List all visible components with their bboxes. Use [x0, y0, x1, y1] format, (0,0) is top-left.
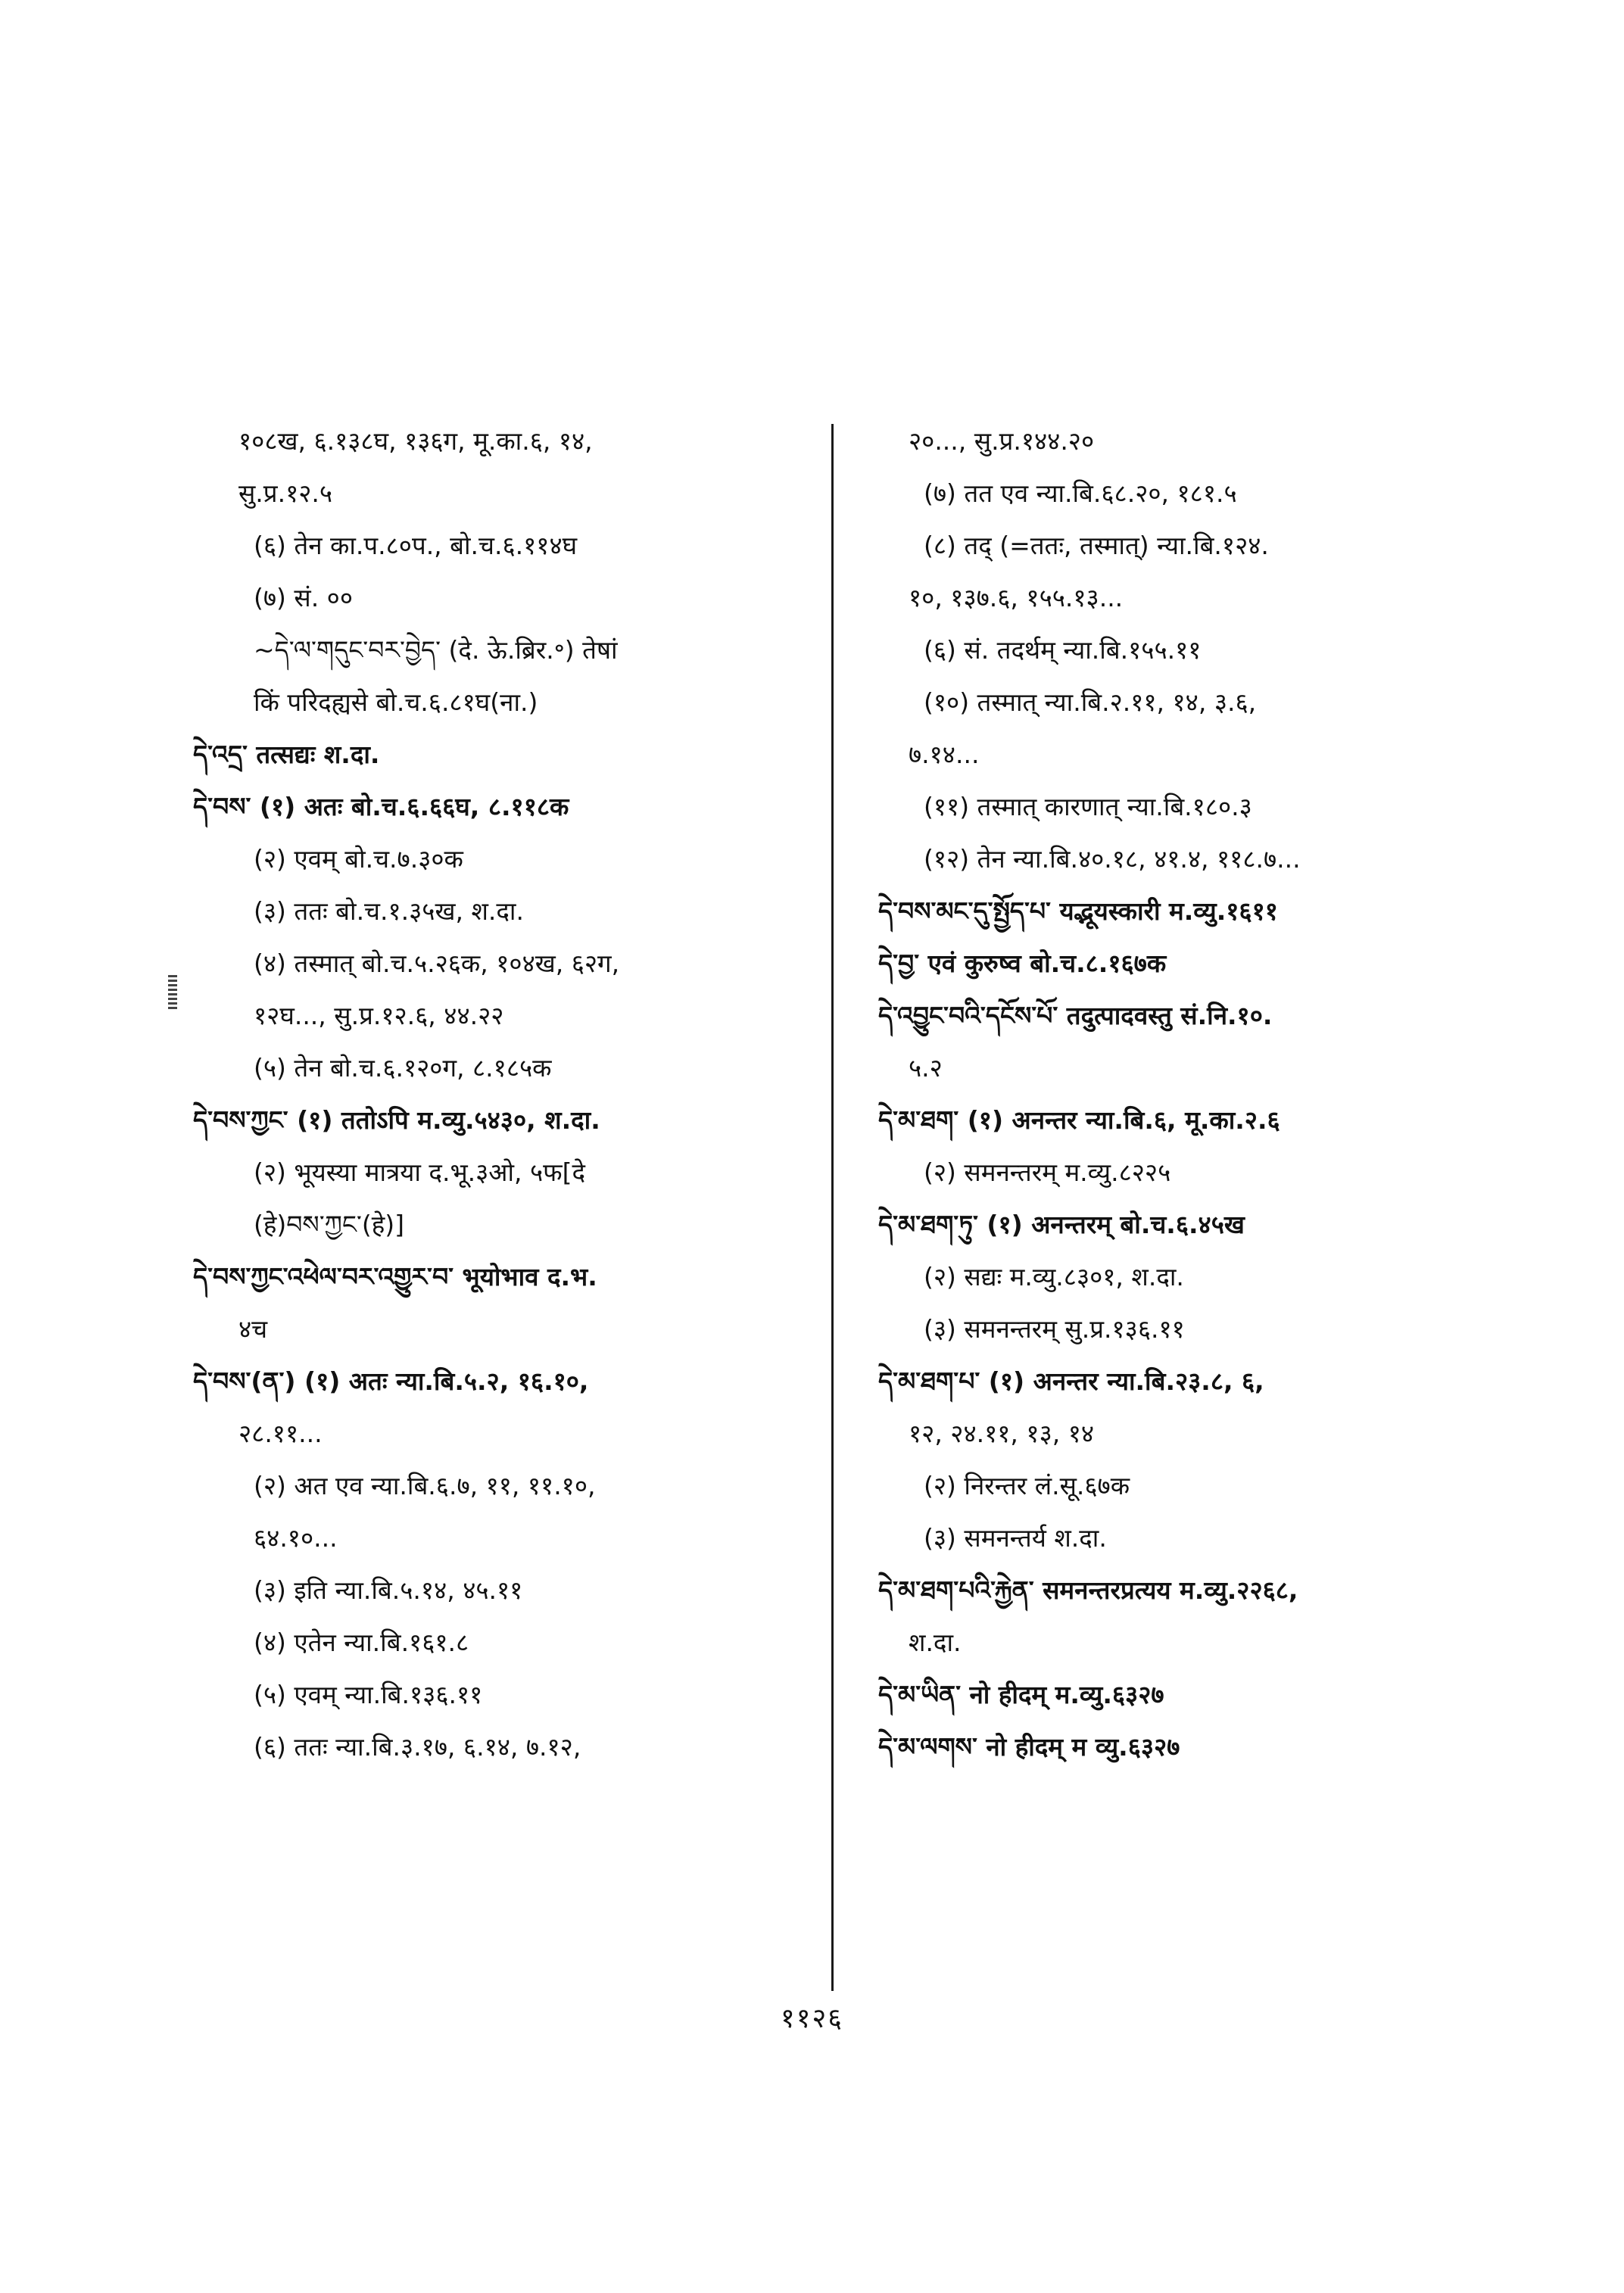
entry-line: १०८ख, ६.१३८घ, १३६ग, मू.का.६, १४,: [238, 426, 593, 456]
entry-line: (४) तस्मात् बो.च.५.२६क, १०४ख, ६२ग,: [254, 949, 620, 978]
entry-line: (५) तेन बो.च.६.१२०ग, ८.१८५क: [254, 1053, 552, 1083]
entry-headword-line: དེ་མ་ཐག་ཏུ་ (१) अनन्तरम् बो.च.६.४५ख: [878, 1210, 1245, 1239]
margin-mark: [168, 975, 177, 1011]
entry-line: ६४.१०...: [254, 1523, 338, 1553]
entry-line: २०..., सु.प्र.१४४.२०: [909, 426, 1095, 456]
entry-line: (११) तस्मात् कारणात् न्या.बि.१८०.३: [924, 792, 1252, 821]
entry-headword-line: དེ་མ་ཐག་པའི་རྐྱེན་ समनन्तरप्रत्यय म.व्यु.२२६८,: [878, 1575, 1298, 1605]
entry-line: सु.प्र.१२.५: [238, 478, 333, 508]
entry-line: (६) ततः न्या.बि.३.१७, ६.१४, ७.१२,: [254, 1732, 581, 1762]
entry-line: (७) सं. ००: [254, 583, 354, 612]
entry-line: (३) समनन्तर्य श.दा.: [924, 1523, 1107, 1553]
entry-line: २८.११...: [238, 1419, 323, 1448]
right-column: [878, 415, 1514, 1773]
left-column: [193, 415, 821, 1773]
entry-line: (२) समनन्तरम् म.व्यु.८२२५: [924, 1157, 1171, 1187]
entry-line: (३) ततः बो.च.१.३५ख, श.दा.: [254, 896, 524, 926]
entry-line: (१०) तस्मात् न्या.बि.२.११, १४, ३.६,: [924, 687, 1257, 717]
entry-line: ४च: [238, 1314, 268, 1344]
page-number: ११२६: [781, 2003, 843, 2034]
entry-headword-line: དེ་བས་མང་དུ་སྤྱོད་པ་ यद्भूयस्कारी म.व्यु.१६११: [878, 896, 1278, 926]
entry-line: ७.१४...: [909, 740, 980, 769]
entry-headword-line: དེ་མ་ལགས་ नो हीदम् म व्यु.६३२७: [878, 1732, 1180, 1762]
entry-line: (२) अत एव न्या.बि.६.७, ११, ११.१०,: [254, 1471, 596, 1500]
entry-line: (८) तद् (=ततः, तस्मात्) न्या.बि.१२४.: [924, 531, 1269, 560]
entry-headword-line: དེ་བས་(ན་) (१) अतः न्या.बि.५.२, १६.१०,: [193, 1366, 589, 1396]
entry-line: (४) एतेन न्या.बि.१६१.८: [254, 1628, 469, 1657]
entry-headword-line: དེ་མ་ཡིན་ नो हीदम् म.व्यु.६३२७: [878, 1680, 1164, 1709]
entry-line: (६) सं. तदर्थम् न्या.बि.१५५.११: [924, 635, 1202, 665]
entry-line: (३) समनन्तरम् सु.प्र.१३६.११: [924, 1314, 1185, 1344]
entry-line: (६) तेन का.प.८०प., बो.च.६.११४घ: [254, 531, 578, 560]
entry-line: १२घ..., सु.प्र.१२.६, ४४.२२: [254, 1001, 504, 1030]
entry-line: (५) एवम् न्या.बि.१३६.११: [254, 1680, 483, 1709]
entry-line: (३) इति न्या.बि.५.१४, ४५.११: [254, 1575, 523, 1605]
entry-line: (२) निरन्तर लं.सू.६७क: [924, 1471, 1130, 1500]
entry-headword-line: དེ་བས་ཀྱང་ (१) ततोऽपि म.व्यु.५४३०, श.दा.: [193, 1105, 600, 1135]
entry-line: (७) तत एव न्या.बि.६८.२०, १८१.५: [924, 478, 1237, 508]
entry-line: किं परिदह्यसे बो.च.६.८१घ(ना.): [254, 687, 538, 717]
entry-headword-line: དེ་འདྲ་ तत्सद्यः श.दा.: [193, 740, 380, 769]
entry-line: १२, २४.११, १३, १४: [909, 1419, 1095, 1448]
entry-line: (२) एवम् बो.च.७.३०क: [254, 844, 463, 874]
entry-line: (२) सद्यः म.व्यु.८३०१, श.दा.: [924, 1262, 1184, 1291]
entry-headword-line: དེ་མ་ཐག་ (१) अनन्तर न्या.बि.६, मू.का.२.६: [878, 1105, 1280, 1135]
entry-line: १०, १३७.६, १५५.१३...: [909, 583, 1124, 612]
entry-headword-line: དེ་བས་ (१) अतः बो.च.६.६६घ, ८.११८क: [193, 792, 569, 821]
entry-headword-line: དེ་མ་ཐག་པ་ (१) अनन्तर न्या.बि.२३.८, ६,: [878, 1366, 1264, 1396]
entry-line: (१२) तेन न्या.बि.४०.१८, ४१.४, ११८.७...: [924, 844, 1301, 874]
entry-headword-line: དེ་བས་ཀྱང་འཕེལ་བར་འགྱུར་བ་ भूयोभाव द.भ.: [193, 1262, 597, 1291]
entry-headword-line: དེ་བྱ་ एवं कुरुष्व बो.च.८.१६७क: [878, 949, 1167, 978]
entry-headword-line: དེ་འབྱུང་བའི་དངོས་པོ་ तदुत्पादवस्तु सं.नि.१०.: [878, 1001, 1273, 1030]
entry-line: ~དེ་ལ་གདུང་བར་བྱེད་ (दे. ऊे.ब्रिर.॰) तेषां: [254, 635, 618, 665]
entry-line: ५.२: [909, 1053, 943, 1083]
entry-line: (हे)བས་ཀྱང་(हे)]: [254, 1210, 404, 1239]
column-divider: [831, 424, 834, 1991]
entry-line: (२) भूयस्या मात्रया द.भू.३ओ, ५फ[दे: [254, 1157, 586, 1187]
entry-line: श.दा.: [909, 1628, 962, 1657]
